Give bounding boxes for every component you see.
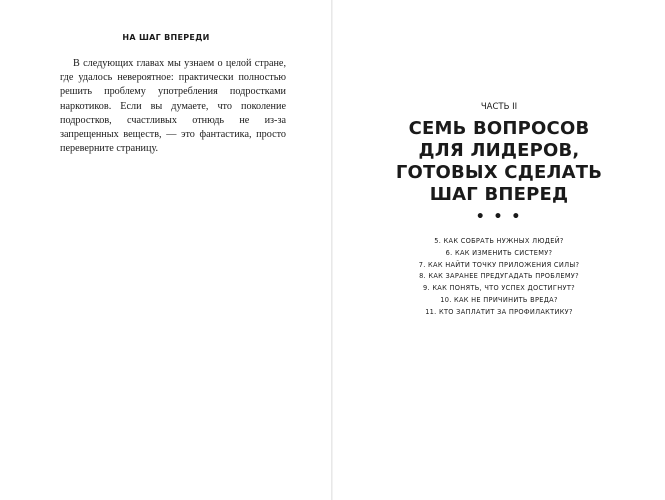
title-line: ГОТОВЫХ СДЕЛАТЬ [395,162,603,183]
title-line: ШАГ ВПЕРЕД [429,184,569,205]
chapter-item: 9. КАК ПОНЯТЬ, ЧТО УСПЕХ ДОСТИГНУТ? [423,284,575,293]
chapter-item: 8. КАК ЗАРАНЕЕ ПРЕДУГАДАТЬ ПРОБЛЕМУ? [419,272,579,281]
part-title [333,118,665,206]
part-label: ЧАСТЬ II [480,102,518,112]
chapter-item: 10. КАК НЕ ПРИЧИНИТЬ ВРЕДА? [440,295,558,304]
chapter-item: 5. КАК СОБРАТЬ НУЖНЫХ ЛЮДЕЙ? [434,237,564,245]
running-head: НА ШАГ ВПЕРЕДИ [122,33,210,42]
chapter-list [333,236,665,319]
title-line: СЕМЬ ВОПРОСОВ [408,118,590,139]
left-page [0,0,332,500]
chapter-item: 7. КАК НАЙТИ ТОЧКУ ПРИЛОЖЕНИЯ СИЛЫ? [418,260,580,269]
right-page [333,0,665,500]
ornament-dots: • • • [475,209,523,225]
body-paragraph: В следующих главах мы узнаем о целой стране, где удалось невероятное: практически полностью решить проблему употребления подростками наркотиков. Если вы думаете, что поколение подростков, счастливых отнюдь не из-за запрещенных веществ, — это фантастика, просто переверните страницу. [60,58,286,155]
chapter-item: 6. КАК ИЗМЕНИТЬ СИСТЕМУ? [445,248,553,257]
title-line: ДЛЯ ЛИДЕРОВ, [418,140,580,161]
chapter-item: 11. КТО ЗАПЛАТИТ ЗА ПРОФИЛАКТИКУ? [425,307,573,316]
